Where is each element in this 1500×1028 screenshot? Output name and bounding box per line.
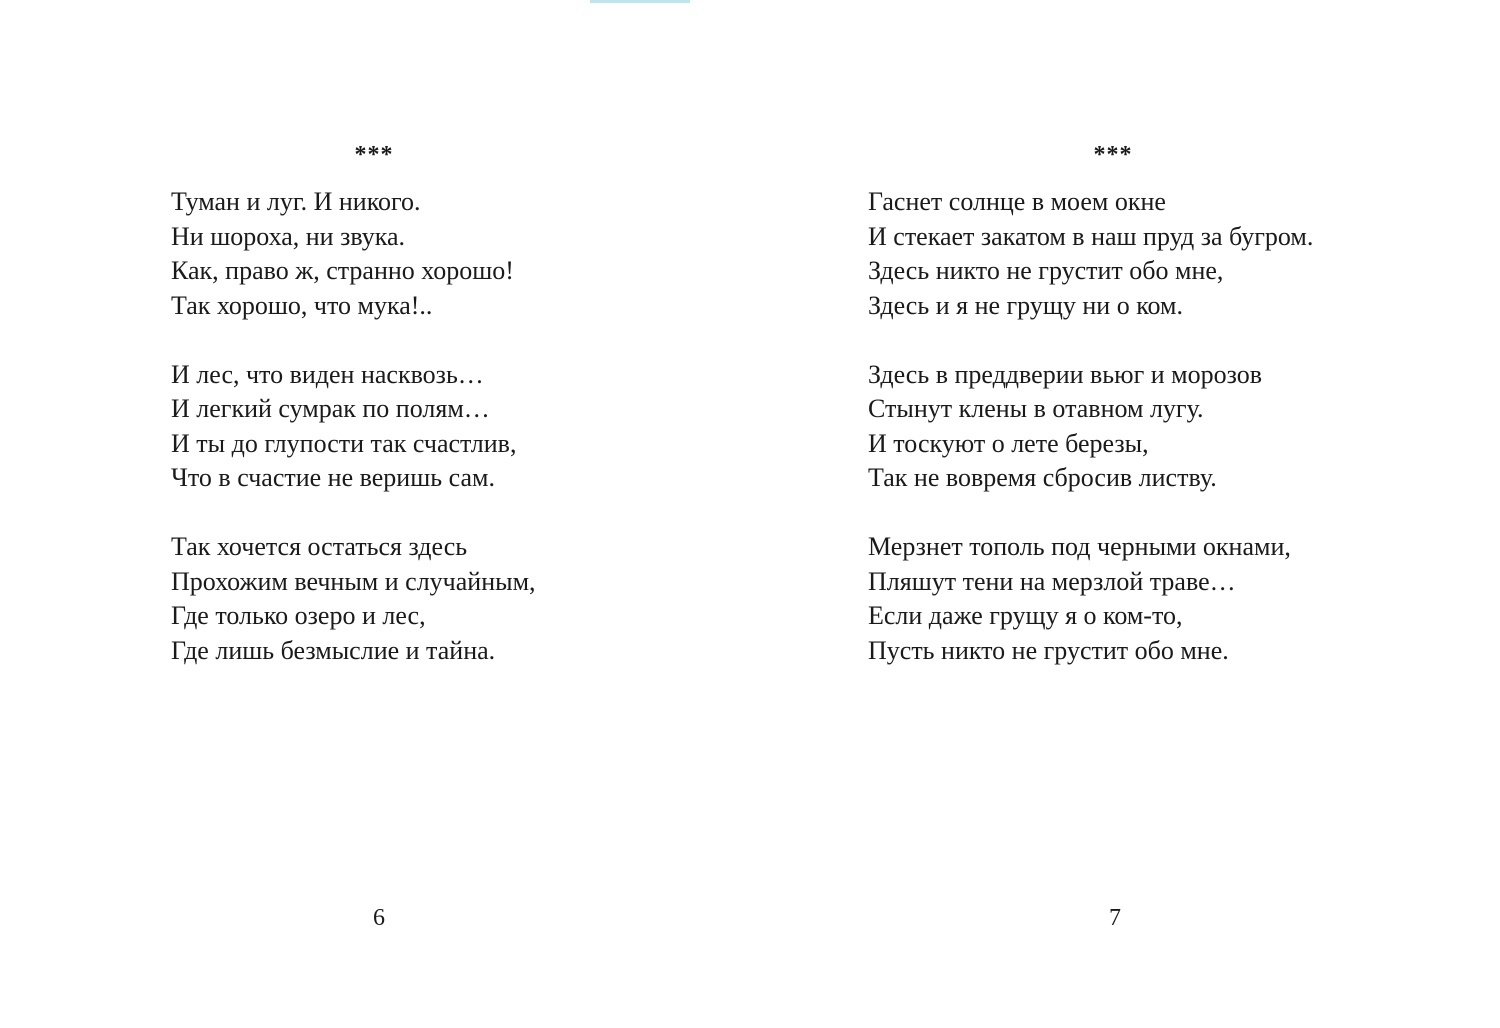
poem-line: Так хорошо, что мука!..	[171, 290, 433, 320]
right-page	[750, 0, 1500, 1028]
poem-line: Пляшут тени на мерзлой траве…	[868, 566, 1236, 596]
poem-separator: ***	[354, 142, 394, 168]
poem-line: Здесь в преддверии вьюг и морозов	[868, 359, 1263, 389]
poem-line: Где лишь безмыслие и тайна.	[171, 635, 496, 665]
poem-line: И тоскуют о лете березы,	[868, 428, 1149, 458]
poem-line: Где только озеро и лес,	[171, 601, 426, 630]
poem-line: И ты до глупости так счастлив,	[171, 428, 517, 458]
poem-line: Здесь и я не грущу ни о ком.	[868, 290, 1183, 320]
poem-line: Что в счастие не веришь сам.	[171, 463, 495, 492]
poem-line: И лес, что виден насквозь…	[171, 359, 484, 389]
poem-line: Если даже грущу я о ком-то,	[868, 601, 1183, 630]
poem-line: Пусть никто не грустит обо мне.	[868, 635, 1229, 665]
poem-line: И легкий сумрак по полям…	[171, 394, 490, 423]
poem-line: Ни шороха, ни звука.	[171, 221, 406, 251]
stanza	[868, 358, 1313, 496]
page-number: 7	[1109, 905, 1121, 931]
poem-line: Стынут клены в отавном лугу.	[868, 394, 1204, 423]
page-number: 6	[373, 905, 385, 931]
stanza	[868, 185, 1313, 323]
poem-text	[171, 185, 536, 703]
poem-separator: ***	[1093, 142, 1133, 168]
poem-line: Туман и луг. И никого.	[171, 187, 421, 216]
poem-line: Так хочется остаться здесь	[171, 532, 468, 561]
poem-line: Прохожим вечным и случайным,	[171, 566, 536, 596]
stanza	[171, 185, 536, 323]
poem-line: Как, право ж, странно хорошо!	[171, 256, 514, 285]
stanza	[171, 358, 536, 496]
poem-line: Здесь никто не грустит обо мне,	[868, 256, 1224, 285]
stanza	[868, 530, 1313, 668]
poem-line: Гаснет солнце в моем окне	[868, 187, 1166, 216]
poem-line: И стекает закатом в наш пруд за бугром.	[868, 221, 1314, 251]
poem-line: Мерзнет тополь под черными окнами,	[868, 532, 1291, 561]
poem-text	[868, 185, 1313, 703]
poem-line: Так не вовремя сбросив листву.	[868, 463, 1217, 492]
stanza	[171, 530, 536, 668]
